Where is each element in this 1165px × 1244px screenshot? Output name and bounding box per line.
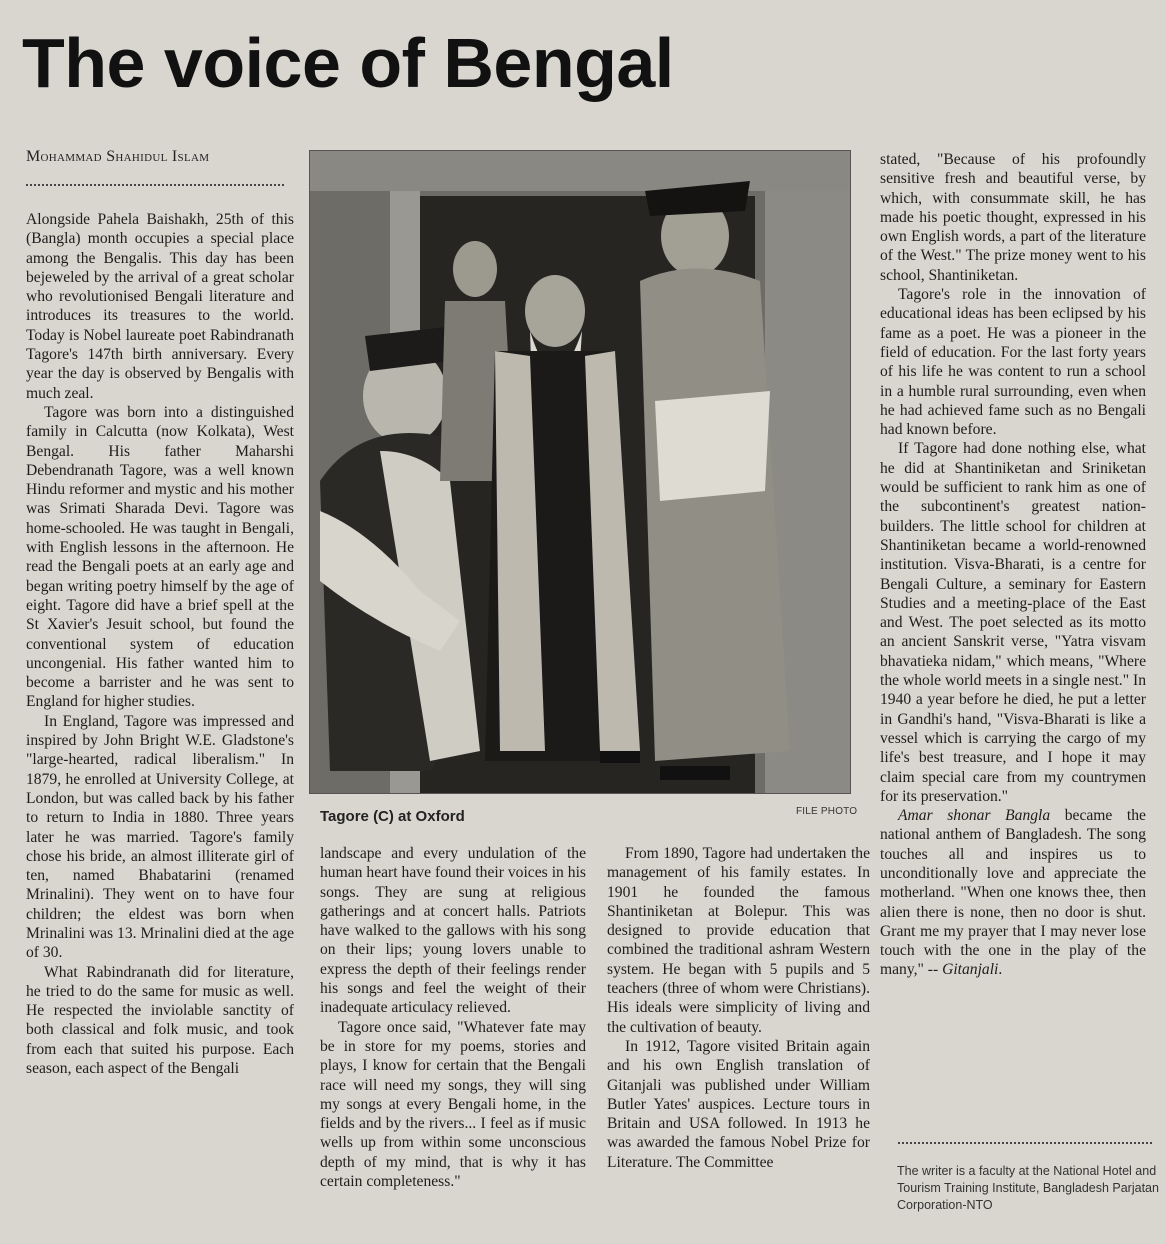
paragraph bbox=[880, 806, 1146, 980]
headline: The voice of Bengal bbox=[22, 24, 674, 102]
writer-note: The writer is a faculty at the National Hotel and Tourism Training Institute, Bangladesh Parjatan Corporation-NTO bbox=[897, 1164, 1159, 1212]
paragraph: stated, "Because of his profoundly sensitive fresh and beautiful verse, by which, with consummate skill, he has made his poetic thought, expressed in his own English words, a part of the literature of the West." The prize money went to his school, Shantiniketan. bbox=[880, 151, 1146, 284]
song-title: Amar shonar Bangla bbox=[898, 807, 1051, 825]
paragraph: Tagore's role in the innovation of educational ideas has been eclipsed by his fame as a poet. He was a pioneer in the field of education. For the last forty years of his life he was content to run a school in a humble rural surrounding, even when he had achieved fame such as no Bengali had known before. bbox=[880, 286, 1146, 439]
paragraph: Alongside Pahela Baishakh, 25th of this (Bangla) month occupies a special place among the Bengalis. This day has been bejeweled by the arrival of a great scholar who revolutionised Bengali literature and introduces its treasures to the world. Today is Nobel laureate poet Rabindranath Tagore's 147th birth anniversary. Every year the day is observed by Bengalis with much zeal. bbox=[26, 211, 294, 402]
paragraph: In England, Tagore was impressed and inspired by John Bright W.E. Gladstone's "large-hearted, radical liberalism." In 1879, he enrolled at University College, at London, but was called back by his father to return to India in 1880. Three years later he was married. Tagore's family chose his bride, an almost illiterate girl of ten, named Bhabatarini (renamed Mrinalini). They went on to have four children; the eldest was born when Mrinalini was 13. Mrinalini died at the age of 30. bbox=[26, 712, 294, 962]
source-title: Gitanjali bbox=[942, 961, 999, 979]
paragraph: Tagore was born into a distinguished family in Calcutta (now Kolkata), West Bengal. His father Maharshi Debendranath Tagore, was a well known Hindu reformer and mystic and his mother was Srimati Sharada Devi. Tagore was home-schooled. He was taught in Bengali, with English lessons in the afternoon. He read the Bengali poets at an early age and began writing poetry himself by the age of eight. Tagore did have a brief spell at the St Xavier's Jesuit school, but found the conventional system of education uncongenial. His father wanted him to become a barrister and he was sent to England for higher studies. bbox=[26, 403, 294, 711]
byline: Mohammad Shahidul Islam bbox=[26, 148, 210, 165]
paragraph: From 1890, Tagore had undertaken the management of his family estates. In 1901 he founded the famous Shantiniketan at Bolepur. This was designed to provide education that combined the traditional ashram Western system. He began with 5 pupils and 5 teachers (three of whom were Christians). His ideals were simplicity of living and the cultivation of beauty. bbox=[607, 845, 870, 1036]
photo-caption: Tagore (C) at Oxford bbox=[320, 808, 465, 825]
byline-divider bbox=[26, 184, 284, 186]
paragraph: In 1912, Tagore visited Britain again and his own English translation of Gitanjali was published under William Butler Yates' auspices. Lecture tours in Britain and USA followed. In 1913 he was awarded the famous Nobel Prize for Literature. The Committee bbox=[607, 1037, 870, 1171]
paragraph-text: became the national anthem of Bangladesh. The song touches all and inspires us to unconditionally love and appreciate the motherland. "When one knows thee, then alien there is none, then no door is shut. Grant me my prayer that I may never lose touch with the one in the play of the many," -- bbox=[880, 807, 1146, 979]
paragraph: Tagore once said, "Whatever fate may be in store for my poems, stories and plays, I know for certain that the Bengali race will need my songs, they will sing my songs at every Bengali home, in the fields and by the rivers... I feel as if music wells up from within some unconscious depth of my mind, that is why it has certain completeness." bbox=[320, 1018, 586, 1191]
article-column-1 bbox=[26, 210, 294, 1078]
article-photo bbox=[309, 150, 851, 794]
article-column-4 bbox=[880, 150, 1146, 980]
paragraph: landscape and every undulation of the human heart have found their voices in his songs. They are sung at religious gatherings and at concert halls. Patriots have walked to the gallows with his song on their lips; young lovers unable to express the depth of their feelings render his songs and feel the weight of their inadequate articulacy relieved. bbox=[320, 845, 586, 1017]
paragraph-end: . bbox=[998, 961, 1003, 979]
paragraph: What Rabindranath did for literature, he tried to do the same for music as well. He respected the inviolable sanctity of both classical and folk music, and took from each that suited his purpose. Each season, each aspect of the Bengali bbox=[26, 963, 294, 1078]
article-column-2 bbox=[320, 844, 586, 1191]
writer-divider bbox=[898, 1142, 1152, 1144]
photo-illustration bbox=[310, 151, 850, 793]
article-column-3 bbox=[607, 844, 870, 1172]
paragraph: If Tagore had done nothing else, what he did at Shantiniketan and Sriniketan would be sufficient to rank him as one of the subcontinent's greatest nation-builders. The little school for children at Shantiniketan became a world-renowned institution. Visva-Bharati, is a centre for Bengali Culture, a seminary for Eastern Studies and a meeting-place of the East and West. The poet selected as its motto an ancient Sanskrit verse, "Yatra visvam bhavatieka nidam," which means, "Where the whole world meets in a single nest." In 1940 a year before he died, he put a letter in Gandhi's hand, "Visva-Bharati is like a vessel which is carrying the cargo of my life's best treasure, and I hope it may claim special care from my countrymen for its preservation." bbox=[880, 440, 1146, 805]
photo-credit: FILE PHOTO bbox=[796, 806, 858, 817]
